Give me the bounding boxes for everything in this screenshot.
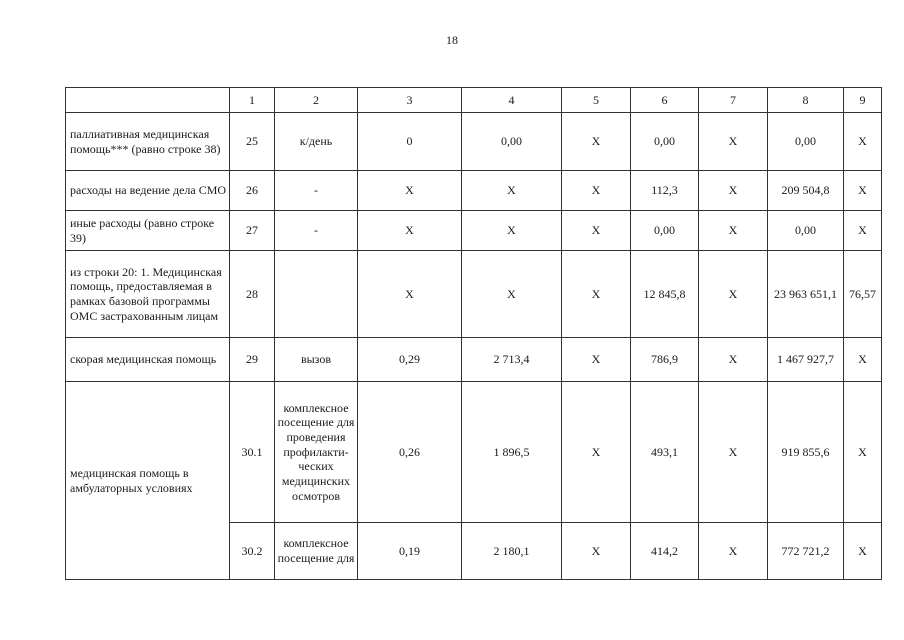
- table-cell: X: [462, 211, 562, 251]
- table-cell: 30.2: [230, 523, 275, 580]
- table-cell: X: [562, 382, 631, 523]
- row-label: расходы на ведение дела СМО: [66, 171, 230, 211]
- table-cell: X: [844, 523, 882, 580]
- header-cell: 5: [562, 88, 631, 113]
- table-row: [66, 113, 882, 171]
- header-cell: 2: [275, 88, 358, 113]
- table-cell: X: [562, 523, 631, 580]
- table-row: [66, 382, 882, 523]
- table-cell: 76,57: [844, 251, 882, 338]
- table-cell: 29: [230, 338, 275, 382]
- table-cell: X: [699, 113, 768, 171]
- table-cell: X: [562, 211, 631, 251]
- table-cell: X: [358, 211, 462, 251]
- table-cell: 0,00: [768, 113, 844, 171]
- table-cell: 25: [230, 113, 275, 171]
- table-cell: 0: [358, 113, 462, 171]
- table-cell: 2 180,1: [462, 523, 562, 580]
- table-cell: X: [844, 171, 882, 211]
- row-label: из строки 20: 1. Медицинская помощь, предоставляемая в рамках базовой программы ОМС застрахованным лицам: [66, 251, 230, 338]
- table-cell: X: [462, 171, 562, 211]
- header-cell: 6: [631, 88, 699, 113]
- table-cell: X: [562, 251, 631, 338]
- table-row: [66, 171, 882, 211]
- table-cell: 1 467 927,7: [768, 338, 844, 382]
- table-cell: X: [562, 171, 631, 211]
- table-cell: 772 721,2: [768, 523, 844, 580]
- table-cell: комплексное посещение для проведения профилакти-ческих медицинских осмотров: [275, 382, 358, 523]
- table-cell: X: [562, 338, 631, 382]
- header-cell: 7: [699, 88, 768, 113]
- table-cell: [275, 251, 358, 338]
- table-cell: X: [844, 338, 882, 382]
- page-number: 18: [446, 33, 458, 47]
- table-cell: 414,2: [631, 523, 699, 580]
- table-cell: 493,1: [631, 382, 699, 523]
- table-cell: 0,19: [358, 523, 462, 580]
- table-cell: 0,26: [358, 382, 462, 523]
- table-header-row: [66, 88, 882, 113]
- table-row: [66, 251, 882, 338]
- table-cell: 786,9: [631, 338, 699, 382]
- table-cell: X: [358, 171, 462, 211]
- header-cell: 4: [462, 88, 562, 113]
- header-cell: 3: [358, 88, 462, 113]
- table-cell: X: [358, 251, 462, 338]
- row-label: медицинская помощь в амбулаторных условиях: [66, 382, 230, 580]
- table-cell: 2 713,4: [462, 338, 562, 382]
- table-row: [66, 338, 882, 382]
- table-cell: X: [699, 211, 768, 251]
- table-cell: 12 845,8: [631, 251, 699, 338]
- data-table: [65, 87, 882, 580]
- row-label: иные расходы (равно строке 39): [66, 211, 230, 251]
- table-cell: X: [562, 113, 631, 171]
- table-cell: X: [844, 382, 882, 523]
- table-cell: 919 855,6: [768, 382, 844, 523]
- table-cell: X: [844, 211, 882, 251]
- table-cell: -: [275, 211, 358, 251]
- table-cell: 26: [230, 171, 275, 211]
- table-cell: 0,00: [462, 113, 562, 171]
- table-cell: комплексное посещение для: [275, 523, 358, 580]
- table-cell: 112,3: [631, 171, 699, 211]
- header-cell: [66, 88, 230, 113]
- row-label: паллиативная медицинская помощь*** (равно строке 38): [66, 113, 230, 171]
- header-cell: 8: [768, 88, 844, 113]
- table-cell: X: [699, 382, 768, 523]
- header-cell: 9: [844, 88, 882, 113]
- table-cell: 0,00: [631, 113, 699, 171]
- table-cell: 209 504,8: [768, 171, 844, 211]
- table-cell: 1 896,5: [462, 382, 562, 523]
- table-cell: X: [699, 171, 768, 211]
- table-cell: X: [462, 251, 562, 338]
- table-row: [66, 211, 882, 251]
- header-cell: 1: [230, 88, 275, 113]
- table-cell: вызов: [275, 338, 358, 382]
- table-cell: 27: [230, 211, 275, 251]
- table-cell: 30.1: [230, 382, 275, 523]
- table-cell: 0,29: [358, 338, 462, 382]
- table-cell: X: [699, 251, 768, 338]
- table-cell: 28: [230, 251, 275, 338]
- table-cell: 0,00: [631, 211, 699, 251]
- row-label: скорая медицинская помощь: [66, 338, 230, 382]
- table-cell: 23 963 651,1: [768, 251, 844, 338]
- table-cell: -: [275, 171, 358, 211]
- table-cell: 0,00: [768, 211, 844, 251]
- table-cell: к/день: [275, 113, 358, 171]
- table-cell: X: [699, 523, 768, 580]
- table-cell: X: [699, 338, 768, 382]
- table-cell: X: [844, 113, 882, 171]
